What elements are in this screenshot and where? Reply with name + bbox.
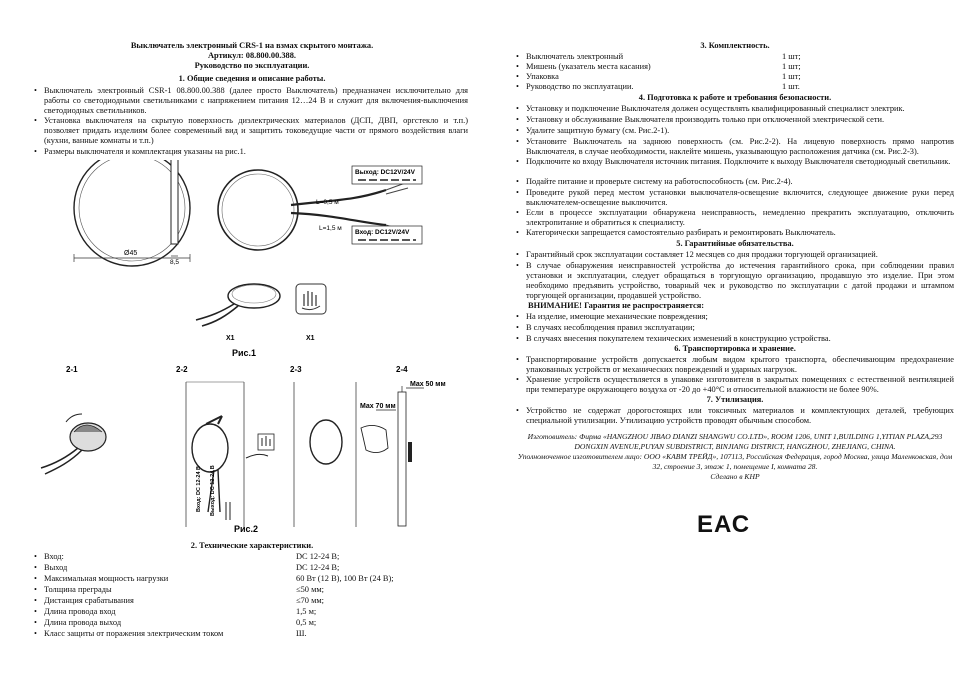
step-2-3-label: 2-3 bbox=[290, 365, 302, 374]
spec-key: • Класс защиты от поражения электрическим током bbox=[44, 629, 223, 639]
section-4-heading: 4. Подготовка к работе и требования безопасности. bbox=[638, 93, 832, 102]
kit-item: • Мишень (указатель места касания) bbox=[526, 62, 651, 72]
diameter-label: Ø45 bbox=[124, 250, 138, 257]
s5-exclusion: • В случаях несоблюдения правил эксплуатации; bbox=[526, 323, 695, 333]
s5-exclusion: • На изделие, имеющие механические повреждения; bbox=[526, 312, 708, 322]
kit-item: • Упаковка bbox=[526, 72, 559, 82]
output-length-label: L=0,5 м bbox=[316, 199, 339, 206]
spec-key: • Дистанция срабатывания bbox=[44, 596, 134, 606]
manufacturer-info: Изготовитель: Фирма «HANGZHOU JIBAO DIANZI SHANGWU CO.LTD», ROOM 1206, UNIT 1,BUILDING 1,YITIAN PLAZA,293 DONGXIN AVENUE,PUYAN SUBDISTRICT, BINJIANG DISTRICT, HANGZHOU, ZHEJIANG, CHINA. bbox=[527, 432, 943, 451]
step-2-3-drawing bbox=[246, 382, 356, 527]
step-2-1-drawing bbox=[41, 414, 106, 474]
section-3-heading: 3. Комплектность. bbox=[700, 41, 770, 50]
s6-paragraph: • Хранение устройств осуществляется в упаковке изготовителя в закрытых помещениях с естественной вентиляцией при температуре окружающего воздуха от -20 до +40°С и относительной влажности не более 90%. bbox=[526, 375, 954, 395]
spec-value: 0,5 м; bbox=[296, 618, 317, 627]
step-2-1-label: 2-1 bbox=[66, 365, 78, 374]
s1-paragraph-2: • Установка выключателя на скрытую поверхность диэлектрических материалов (ДСП, ДВП, оргстекло и т.п.) позволяет придать изделиям более современный вид и защитить токоведущие части от прямого воздействия влаги (кухни, ванные комнаты и т.п.) bbox=[44, 116, 468, 146]
s4-item: • Установку и подключение Выключателя должен осуществлять квалифицированный специалист электрик. bbox=[526, 104, 954, 114]
figure-2-caption: Рис.2 bbox=[234, 524, 259, 534]
kit-qty: 1 шт. bbox=[782, 82, 800, 91]
article-number: Артикул: 08.800.00.388. bbox=[207, 51, 297, 60]
section-6-heading: 6. Транспортировка и хранение. bbox=[674, 344, 796, 353]
figure-1 bbox=[36, 160, 468, 360]
s4-item: • Категорически запрещается самостоятельно разбирать и ремонтировать Выключатель. bbox=[526, 228, 954, 238]
thickness-label: 8,5 bbox=[170, 259, 180, 266]
figure-2 bbox=[36, 362, 468, 534]
manual-title: Руководство по эксплуатации. bbox=[194, 61, 310, 70]
s5-exclusion: • В случаях внесения покупателем технических изменений в конструкцию устройства. bbox=[526, 334, 831, 344]
s5-paragraph: • В случае обнаружения неисправностей устройства до истечения гарантийного срока, при соблюдении правил установки и эксплуатации, следует обращаться в торгующую организацию, продавшую это изделие. При этом необходимо предъявить устройство, товарный чек и руководство по эксплуатации с датой продажи и штампом торгующей организации, продавшей устройство. bbox=[526, 261, 954, 301]
kit-qty: 1 шт; bbox=[782, 72, 801, 81]
made-in: Сделано в КНР bbox=[710, 472, 760, 481]
s4-item: • Проведите рукой перед местом установки выключателя-освещение включится, следующее движение руки перед выключателем-освещение выключится. bbox=[526, 188, 954, 208]
spec-key: • Максимальная мощность нагрузки bbox=[44, 574, 168, 584]
doc-title: Выключатель электронный CRS-1 на взмах скрытого монтажа. bbox=[130, 41, 374, 50]
warranty-warning-text: ВНИМАНИЕ! Гарантия не распространяется: bbox=[528, 301, 705, 310]
kit-qty: 1 шт; bbox=[782, 52, 801, 61]
kit-target-sticker-drawing bbox=[296, 284, 326, 342]
s1-paragraph-1: • Выключатель электронный CSR-1 08.800.00.388 (далее просто Выключатель) предназначен исключительно для работы со светодиодными светильниками с напряжением питания 12…24 В и служит для включения-выключения светодиодных светильников. bbox=[44, 86, 468, 116]
step-2-4-label: 2-4 bbox=[396, 365, 408, 374]
s4-item: • Установку и обслуживание Выключателя производить только при отключенной электрической сети. bbox=[526, 115, 954, 125]
authorized-representative: Уполномоченное изготовителем лицо: ООО «КАВМ ТРЕЙД», 107113, Российская Федерация, город Москва, улица Маленковская, дом 32, строение 3, этаж 1, помещение I, комната 28. bbox=[517, 452, 953, 471]
spec-value: Ш. bbox=[296, 629, 307, 638]
spec-value: ≤50 мм; bbox=[296, 585, 324, 594]
section-5-heading: 5. Гарантийные обязательства. bbox=[676, 239, 794, 248]
input-voltage-label: Вход: DC12V/24V bbox=[355, 229, 410, 236]
kit-qty: 1 шт; bbox=[782, 62, 801, 71]
spec-key: • Длина провода вход bbox=[44, 607, 115, 617]
s4-item: • Подключите ко входу Выключателя источник питания. Подключите к выходу Выключателя светодиодный светильник. bbox=[526, 157, 954, 167]
step-2-2-output-label: Выход: DC 12-24 В bbox=[210, 465, 216, 516]
spec-key: • Толщина преграды bbox=[44, 585, 112, 595]
step-2-2-label: 2-2 bbox=[176, 365, 188, 374]
s7-paragraph: • Устройство не содержат дорогостоящих или токсичных материалов и комплектующих деталей, требующих специальной утилизации. Утилизацию устройств проводят обычным способом. bbox=[526, 406, 954, 426]
switch-wiring-drawing bbox=[218, 166, 422, 250]
s4-item: • Если в процессе эксплуатации обнаружена неисправность, немедленно прекратить эксплуатацию, отключить электропитание и обратиться к специалисту. bbox=[526, 208, 954, 228]
spec-value: ≤70 мм; bbox=[296, 596, 324, 605]
s4-item: • Установите Выключатель на заднюю поверхность (см. Рис.2-2). На лицевую поверхность прямо напротив Выключателя, в случае необходимости, наклейте мишень, указывающую расположения датчика (см. Рис.2-3). bbox=[526, 137, 954, 157]
spec-value: 60 Вт (12 В), 100 Вт (24 В); bbox=[296, 574, 394, 583]
figure-1-caption: Рис.1 bbox=[232, 348, 257, 358]
spec-value: 1,5 м; bbox=[296, 607, 317, 616]
s6-paragraph: • Транспортирование устройств допускается любым видом крытого транспорта, обеспечивающим предохранение упакованных устройств от механических повреждений и ударных нагрузок. bbox=[526, 355, 954, 375]
spec-key: • Длина провода выход bbox=[44, 618, 121, 628]
kit-switch-drawing bbox=[196, 284, 280, 342]
step-2-2-input-label: Вход: DC 12-24 В bbox=[196, 466, 202, 512]
kit-item: • Выключатель электронный bbox=[526, 52, 623, 62]
kit-switch-qty: X1 bbox=[226, 335, 235, 342]
spec-value: DC 12-24 В; bbox=[296, 563, 340, 572]
section-7-heading: 7. Утилизация. bbox=[706, 395, 764, 404]
s1-paragraph-3: • Размеры выключателя и комплектация указаны на рис.1. bbox=[44, 147, 246, 157]
s4-item: • Подайте питание и проверьте систему на работоспособность (см. Рис.2-4). bbox=[526, 177, 954, 187]
spec-key: • Выход bbox=[44, 563, 67, 573]
section-2-heading: 2. Технические характеристики. bbox=[190, 541, 314, 550]
spec-value: DC 12-24 В; bbox=[296, 552, 340, 561]
step-2-4-drawing bbox=[360, 381, 446, 526]
output-voltage-label: Выход: DC12V/24V bbox=[355, 169, 416, 176]
kit-target-qty: X1 bbox=[306, 335, 315, 342]
kit-item: • Руководство по эксплуатации. bbox=[526, 82, 634, 92]
warranty-warning bbox=[528, 301, 704, 311]
max-distance-label: Max 70 мм bbox=[360, 403, 396, 410]
step-2-2-drawing bbox=[186, 382, 244, 527]
section-1-heading: 1. Общие сведения и описание работы. bbox=[178, 74, 326, 83]
max-thickness-label: Max 50 мм bbox=[410, 381, 446, 388]
input-length-label: L=1,5 м bbox=[319, 225, 342, 232]
s4-item: • Удалите защитную бумагу (см. Рис.2-1). bbox=[526, 126, 954, 136]
spec-key: • Вход: bbox=[44, 552, 64, 562]
s5-paragraph: • Гарантийный срок эксплуатации составляет 12 месяцев со дня продажи торгующей организацией. bbox=[526, 250, 954, 260]
eac-mark: ЕАС bbox=[697, 511, 751, 538]
